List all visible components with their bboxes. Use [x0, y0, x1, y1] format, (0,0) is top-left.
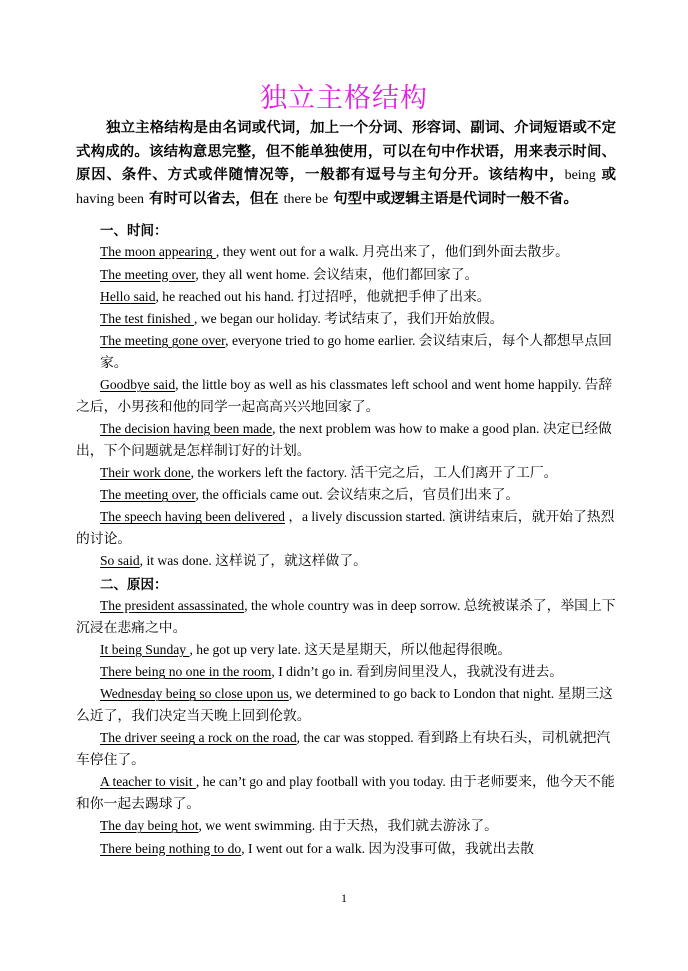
english-clause: , the officials came out. — [195, 487, 327, 503]
example-sentence — [76, 728, 616, 772]
example-sentence — [76, 816, 616, 838]
absolute-construction: The decision having been made — [100, 421, 273, 437]
absolute-construction: So said — [100, 553, 140, 569]
english-clause: , I didn’t go in. — [271, 664, 357, 680]
chinese-translation: 活干完之后，工人们离开了工厂。 — [350, 465, 558, 482]
section-heading: 一、时间： — [100, 223, 168, 239]
chinese-translation: 演讲结束后，就开始了热烈的讨论。 — [76, 509, 615, 548]
absolute-construction: The moon appearing — [100, 244, 216, 260]
absolute-construction: Their work done — [100, 465, 191, 481]
absolute-construction: The speech having been delivered — [100, 509, 285, 525]
example-sentence — [76, 507, 616, 551]
page-title: 独立主格结构 — [260, 83, 428, 114]
english-clause: , we began our holiday. — [194, 310, 325, 326]
chinese-translation: 星期三这么近了，我们决定当天晚上回到伦敦。 — [76, 686, 613, 725]
example-sentence — [76, 551, 616, 573]
english-clause: , the whole country was in deep sorrow. — [244, 598, 464, 614]
example-sentence — [76, 662, 616, 684]
intro-paragraph — [76, 117, 616, 211]
chinese-translation: 这样说了，就这样做了。 — [215, 553, 367, 570]
intro-being: being — [564, 168, 596, 183]
absolute-construction: The driver seeing a rock on the road — [100, 730, 297, 746]
absolute-construction: Goodbye said — [100, 377, 176, 393]
intro-or: 或 — [595, 167, 616, 183]
example-sentence — [76, 684, 616, 728]
chinese-translation: 由于天热，我们就去游泳了。 — [318, 818, 498, 835]
example-sentence — [76, 287, 616, 309]
chinese-translation: 决定已经做出，下个问题就是怎样制订好的计划。 — [76, 421, 612, 459]
chinese-translation: 会议结束之后，官员们出来了。 — [326, 487, 520, 504]
absolute-construction: It being Sunday — [100, 642, 190, 658]
english-clause: , we went swimming. — [198, 818, 319, 834]
example-sentence — [76, 640, 616, 662]
example-sentence — [76, 419, 616, 463]
english-clause: , it was done. — [139, 553, 216, 569]
english-clause: , the car was stopped. — [296, 730, 418, 746]
english-clause: , I went out for a walk. — [241, 840, 369, 856]
absolute-construction: There being no one in the room — [100, 664, 272, 680]
english-clause: , the little boy as well as his classmates left school and went home happily. — [175, 377, 585, 393]
example-sentence — [76, 463, 616, 485]
chinese-translation: 打过招呼，他就把手伸了出来。 — [297, 288, 491, 305]
section-heading: 二、原因： — [100, 576, 168, 593]
english-clause: , they all went home. — [195, 266, 313, 282]
absolute-construction: A teacher to visit — [100, 774, 196, 790]
chinese-translation: 告辞之后，小男孩和他的同学一起高高兴兴地回家了。 — [76, 377, 613, 415]
intro-there-be: there be — [283, 191, 329, 207]
english-clause: ，a lively discussion started. — [284, 509, 449, 525]
english-clause: , they went out for a walk. — [215, 244, 362, 260]
intro-part1: 独立主格结构是由名词或代词，加上一个分词、形容词、副词、介词短语或不定式构成的。该结构意思完整，但不能单独使用，可以在句中作状语，用来表示时间、原因、条件、方式或伴随情况等，一般都有逗号与主句分开。该结构中， — [76, 120, 616, 183]
absolute-construction: Hello said — [100, 288, 156, 304]
english-clause: , the workers left the factory. — [190, 465, 351, 481]
intro-part3: 句型中或逻辑主语是代词时一般不省。 — [328, 190, 578, 207]
example-sentence — [76, 242, 616, 264]
english-clause: , we determined to go back to London that night. — [288, 686, 558, 702]
english-clause: , he got up very late. — [189, 642, 305, 658]
chinese-translation: 看到房间里没人，我就没有进去。 — [356, 664, 564, 681]
example-sentence — [76, 485, 616, 507]
example-sentence — [76, 309, 616, 331]
page-number: 1 — [341, 891, 347, 905]
chinese-translation: 月亮出来了，他们到外面去散步。 — [361, 244, 569, 261]
absolute-construction: The president assassinated — [100, 598, 245, 614]
chinese-translation: 会议结束，他们都回家了。 — [312, 266, 479, 283]
intro-having-been: having been — [76, 191, 145, 207]
absolute-construction: The test finished — [100, 310, 195, 326]
english-clause: , he reached out his hand. — [155, 288, 298, 304]
chinese-translation: 总统被谋杀了，举国上下沉浸在悲痛之中。 — [76, 598, 616, 636]
intro-part2: 有时可以省去，但在 — [144, 190, 284, 207]
chinese-translation: 会议结束后，每个人都想早点回家。 — [100, 333, 612, 371]
example-sentence — [76, 772, 616, 816]
chinese-translation: 因为没事可做，我就出去散 — [368, 840, 534, 857]
example-sentence — [76, 265, 616, 287]
chinese-translation: 看到路上有块石头，司机就把汽车停住了。 — [76, 730, 611, 769]
english-clause: , the next problem was how to make a good plan. — [272, 421, 543, 437]
example-sentence — [76, 596, 616, 640]
example-sentence — [76, 839, 616, 861]
example-sentence — [76, 331, 616, 375]
document-body — [76, 220, 616, 860]
absolute-construction: The meeting over — [100, 487, 196, 503]
chinese-translation: 考试结束了，我们开始放假。 — [324, 310, 504, 327]
absolute-construction: The meeting gone over — [100, 333, 226, 349]
chinese-translation: 这天是星期天，所以他起得很晚。 — [304, 642, 512, 659]
english-clause: , he can’t go and play football with you today. — [195, 774, 450, 790]
absolute-construction: Wednesday being so close upon us — [100, 686, 289, 702]
absolute-construction: The day being hot — [100, 818, 199, 834]
absolute-construction: There being nothing to do — [100, 840, 242, 856]
absolute-construction: The meeting over — [100, 266, 196, 282]
english-clause: , everyone tried to go home earlier. — [225, 333, 419, 349]
chinese-translation: 由于老师要来，他今天不能和你一起去踢球了。 — [76, 774, 615, 813]
example-sentence — [76, 375, 616, 419]
